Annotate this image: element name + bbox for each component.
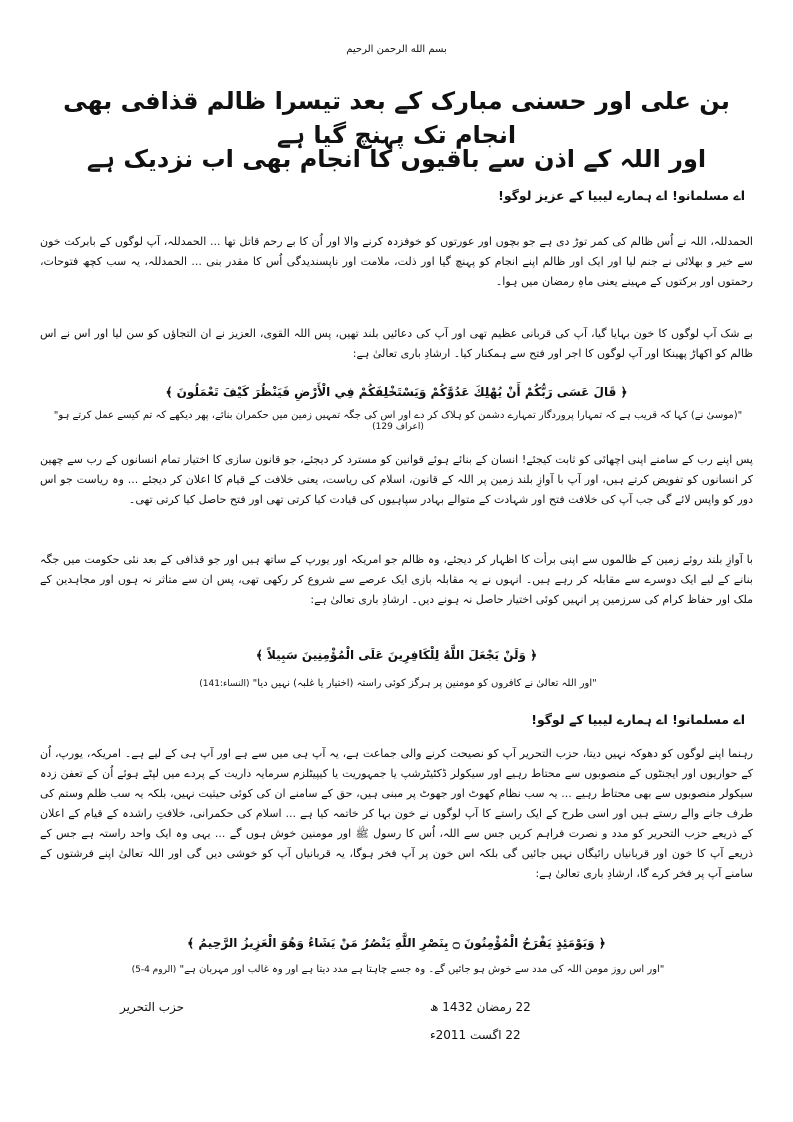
paragraph-4: با آوازِ بلند روئے زمین کے ظالموں سے اپنی برأت کا اظہار کر دیجئے، وہ ظالم جو امریکہ اور یورپ کے ساتھ ہیں اور جو قذافی کے بعد نئی حکومت میں جگہ بنانے کے لیے ایک دوسرے سے مقابلہ کر رہے ہیں۔ انہوں نے یہ مقابلہ بازی ایک عرصے سے شروع کر رکھی تھی، پس ان سے متاثر نہ ہوں اور مجاہدین کے ملک اور حفاظ کرام کی سرزمین پر انہیں کوئی اختیار حاصل نہ ہونے دیں۔ ارشادِ باری تعالیٰ ہے: [40, 553, 753, 606]
heading-2: اے مسلمانو! اے ہمارے لیبیا کے لوگو! [531, 712, 745, 727]
date-hijri: 22 رمضان 1432 ھ [430, 1000, 531, 1014]
heading-1: اے مسلمانو! اے ہمارے لیبیا کے عزیز لوگو! [498, 188, 745, 203]
quran-verse-3: ﴿ وَيَوْمَئِذٍ يَفْرَحُ الْمُؤْمِنُونَ ۝ بِنَصْرِ اللَّهِ يَنْصُرُ مَنْ يَشَاءُ وَهُوَ الْعَزِيزُ الرَّحِيمُ ﴾ [187, 936, 606, 950]
quran-verse-1: ﴿ قَالَ عَسَى رَبُّكُمْ أَنْ يُهْلِكَ عَدُوَّكُمْ وَيَسْتَخْلِفَكُمْ فِي الْأَرْضِ فَيَنْظُرَ كَيْفَ تَعْمَلُونَ ﴾ [165, 385, 628, 399]
quran-verse-2: ﴿ وَلَنْ يَجْعَلَ اللَّهُ لِلْكَافِرِينَ عَلَى الْمُؤْمِنِينَ سَبِيلاً ﴾ [255, 648, 538, 662]
translation-3 [48, 964, 748, 975]
translation-1-text: "(موسیٰ نے) کہا کہ قریب ہے کہ تمہارا پروردگار تمہارے دشمن کو ہلاک کر دے اور اس کی جگہ تمہیں زمین میں حکمران بنائے، پھر دیکھے کہ تم کیسے عمل کرتے ہو" [53, 410, 743, 421]
paragraph-3: پس اپنے رب کے سامنے اپنی اچھائی کو ثابت کیجئے! انسان کے بنائے ہوئے قوانین کو مسترد کر دیجئے، جو قانون سازی کا اختیار تمام انسانوں کے رب سے چھین کر انسانوں کو تفویض کرتے ہیں، اور آپ با آوازِ بلند زمین پر اللہ کے قانون، اسلام کی ریاست، یعنی خلافت کے قیام کا اعلان کر دیجئے ... وہ ریاست جو اس دور کو واپس لائے گی جب آپ کی خلافت فتح اور شہادت کے متوالے بہادر سپاہیوں کی قیادت کیا کرتی تھی اور فتح حاصل کیا کرتی تھی۔ [40, 453, 753, 506]
translation-2 [48, 678, 748, 689]
translation-2-text: "اور اللہ تعالیٰ نے کافروں کو مومنین پر ہرگز کوئی راستہ (اختیار یا غلبہ) نہیں دیا" [252, 678, 597, 689]
bismillah: بسم الله الرحمن الرحيم [346, 44, 447, 55]
signature-party: حزب التحریر [120, 1000, 185, 1014]
translation-2-reference: (النساء:141) [199, 679, 250, 689]
paragraph-5: رہنما اپنے لوگوں کو دھوکہ نہیں دیتا، حزب التحریر آپ کو نصیحت کرنے والی جماعت ہے، یہ آپ ہی میں سے ہے اور آپ ہی کے لیے ہے۔ امریکہ، یورپ، اُن کے حواریوں اور ایجنٹوں کے منصوبوں سے محتاط رہیے اور سیکولر ڈکٹیٹرشپ یا جمہوریت یا کیپیٹلزم سرمایہ داریت کے پردے میں لپٹے ہوئے اُن کے تعفن زدہ سیکولر منصوبوں سے بھی محتاط رہیے ... یہ سب نظام کھوٹ اور جھوٹ پر مبنی ہیں، حق کے سامنے ان کی کوئی حیثیت نہیں، بلکہ یہ سب ظلم وستم کی طرف جانے والے رستے ہیں اور اسی طرح کے ایک راستے کا آپ لوگوں نے خون بہا کر خاتمہ کیا ہے ... اسلام کی حکمرانی، خلافتِ راشدہ کے قیام کے اعلان کے ذریعے حزب التحریر کو مدد و نصرت فراہم کریں جس سے اللہ، اُس کا رسول ﷺ اور مومنین خوش ہوں گے ... یہی وہ ایک واحد راستہ ہے جس کے ذریعے آپ کا خون اور قربانیاں رائیگاں نہیں جائیں گی بلکہ اس خون پر آپ فخر ہوگا، یہ قربانیاں آپ کو خوشی دیں گی اور اللہ تعالیٰ اپنے فرشتوں کے سامنے آپ پر فخر کرے گا، ارشادِ باری تعالیٰ ہے: [40, 747, 753, 880]
translation-1-reference: (اعراف 129) [372, 422, 424, 432]
title-line-1: بن علی اور حسنی مبارک کے بعد تیسرا ظالم قذافی بھی انجام تک پہنچ گیا ہے [63, 87, 730, 149]
translation-3-reference: (الروم 4-5) [131, 965, 177, 975]
translation-3-text: "اور اس روز مومن اللہ کی مدد سے خوش ہو جائیں گے۔ وہ جسے چاہتا ہے مدد دیتا ہے اور وہ غالب اور مہربان ہے" [179, 964, 665, 975]
title-line-2: اور اللہ کے اذن سے باقیوں کا انجام بھی اب نزدیک ہے [86, 145, 707, 173]
paragraph-1: الحمدللہ، اللہ نے اُس ظالم کی کمر توڑ دی ہے جو بچوں اور عورتوں کو خوفزدہ کرنے والا اور اُن کا بے رحم قاتل تھا ... الحمدللہ، آپ لوگوں کے بابرکت خون سے خیر و بھلائی نے جنم لیا اور ایک اور ظالم اپنے انجام کو پہنچ گیا اور ذلت، ملامت اور ناپسندیدگی اُس کا مقدر بنی ... الحمدللہ، یہ سب کچھ فتوحات، رحمتوں اور برکتوں کے مہینے یعنی ماہِ رمضان میں ہوا۔ [40, 235, 753, 288]
date-gregorian: 22 اگست 2011ء [430, 1028, 521, 1042]
paragraph-2: بے شک آپ لوگوں کا خون بہایا گیا، آپ کی قربانی عظیم تھی اور آپ کی دعائیں بلند تھیں، پس اللہ القوی، العزیز نے ان التجاؤں کو سن لیا اور اس نے اس ظالم کو اکھاڑ پھینکا اور آپ لوگوں کا اجر اور فتح سے ہمکنار کیا۔ ارشادِ باری تعالیٰ ہے: [40, 327, 753, 360]
translation-1 [48, 410, 748, 432]
